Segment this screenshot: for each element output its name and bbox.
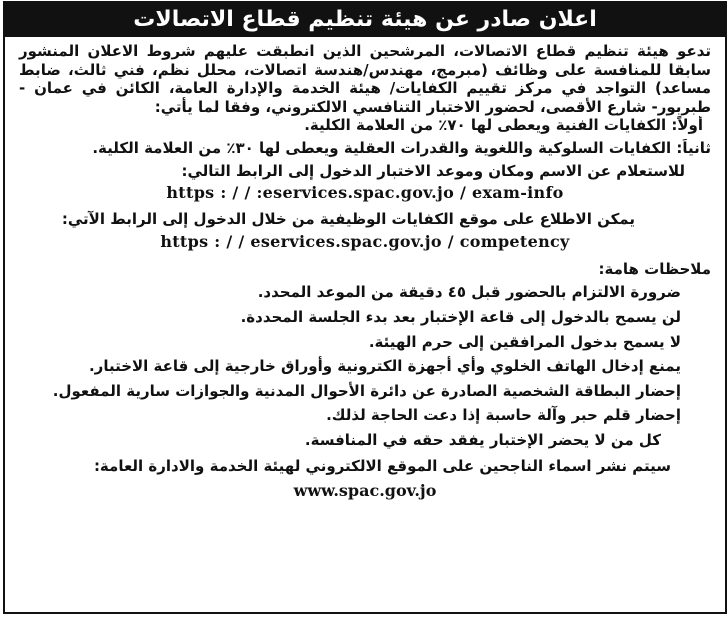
note-item: إحضار البطاقة الشخصية الصادرة عن دائرة الأحوال المدنية والجوازات سارية المفعول. <box>52 381 681 400</box>
note-item: يمنع إدخال الهاتف الخلوي وأي أجهزة الكترونية وأوراق خارجية إلى قاعة الاختبار. <box>88 357 681 376</box>
announcement-title: اعلان صادر عن هيئة تنظيم قطاع الاتصالات <box>5 3 725 37</box>
notes-list <box>19 280 711 452</box>
first-criterion: أولاً: الكفايات الفنية ويعطى لها ٧٠٪ من العلامة الكلية. <box>304 116 703 135</box>
intro-paragraph: تدعو هيئة تنظيم قطاع الاتصالات، المرشحين الذين انطبقت عليهم شروط الاعلان المنشور سابقا للمنافسة على وظائف (مبرمج، مهندس/هندسة اتصالات، محلل نظم، فني ثالث، ضابط مساعد) التواجد في مركز تقييم الكفايات/ هيئة الخدمة والإدارة العامة، الكائن في عمان - طبربور- شارع الأقصى، لحضور الاختبار التنافسي الالكتروني، وفقا لما يأتي: <box>19 42 711 116</box>
inquiry-instruction: للاستعلام عن الاسم ومكان وموعد الاختبار الدخول إلى الرابط التالي: <box>181 161 685 180</box>
note-item: إحضار قلم حبر وآلة حاسبة إذا دعت الحاجة لذلك. <box>326 406 681 425</box>
competency-link[interactable]: https : / / eservices.spac.gov.jo / competency <box>160 231 570 251</box>
notes-title: ملاحظات هامة: <box>598 259 711 278</box>
note-item: لن يسمح بالدخول إلى قاعة الإختبار بعد بدء الجلسة المحددة. <box>240 307 681 326</box>
spac-website-link[interactable]: www.spac.gov.jo <box>293 480 437 500</box>
note-item: ضرورة الالتزام بالحضور قبل ٤٥ دقيقة من الموعد المحدد. <box>257 283 681 302</box>
results-publication-note: سيتم نشر اسماء الناجحين على الموقع الالكتروني لهيئة الخدمة والادارة العامة: <box>93 456 671 475</box>
competency-instruction: يمكن الاطلاع على موقع الكفايات الوظيفية من خلال الدخول إلى الرابط الآتي: <box>61 210 635 229</box>
second-criterion: ثانياً: الكفايات السلوكية واللغوية والقدرات العقلية ويعطى لها ٣٠٪ من العلامة الكلية. <box>92 138 711 157</box>
note-item: كل من لا يحضر الإختبار يفقد حقه في المنافسة. <box>304 430 661 449</box>
announcement-body <box>5 37 725 503</box>
exam-info-link[interactable]: https : / / :eservices.spac.gov.jo / exam-info <box>166 183 564 203</box>
note-item: لا يسمح بدخول المرافقين إلى حرم الهيئة. <box>368 332 681 351</box>
announcement <box>3 1 727 614</box>
